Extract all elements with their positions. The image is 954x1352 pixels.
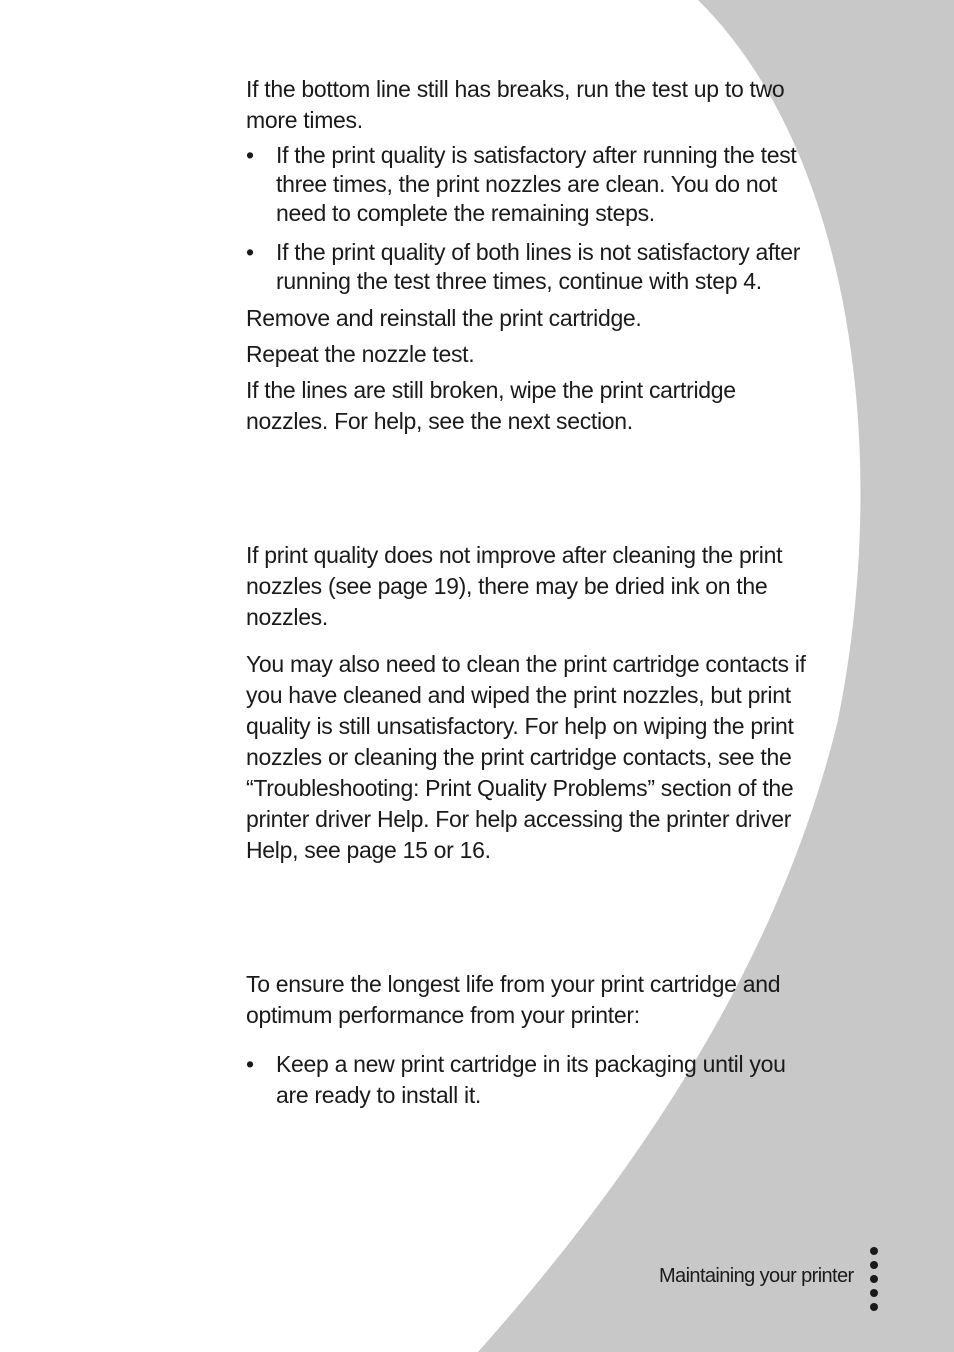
step-reinstall-cartridge: Remove and reinstall the print cartridge.: [246, 305, 642, 331]
bullet-dot: •: [246, 239, 254, 265]
footer-dots-icon: [868, 1247, 880, 1311]
bullet-dot: •: [246, 142, 254, 168]
bullet-item: [246, 1049, 821, 1111]
bullet-item: [246, 141, 821, 228]
clean-contacts-paragraph: You may also need to clean the print cartridge contacts if you have cleaned and wiped the print nozzles, but print quality is still unsatisfactory. For help on wiping the print nozzles or cleaning the print cartridge contacts, see the “Troubleshooting: Print Quality Problems” section of the printer driver Help. For help accessing the printer driver Help, see page 15 or 16.: [246, 651, 806, 863]
bullet-text: If the print quality of both lines is not satisfactory after running the test three times, continue with step 4.: [276, 239, 801, 294]
step-repeat-nozzle-test: Repeat the nozzle test.: [246, 341, 475, 367]
bullet-item: [246, 238, 821, 296]
bullet-text: If the print quality is satisfactory after running the test three times, the print nozzles are clean. You do not need to complete the remaining steps.: [276, 142, 797, 226]
preserving-cartridge-intro: To ensure the longest life from your print cartridge and optimum performance from your printer:: [246, 971, 781, 1028]
dried-ink-paragraph: If print quality does not improve after cleaning the print nozzles (see page 19), there may be dried ink on the nozzles.: [246, 542, 783, 630]
footer-section-title: Maintaining your printer: [659, 1265, 854, 1287]
step-wipe-nozzles: If the lines are still broken, wipe the print cartridge nozzles. For help, see the next section.: [246, 377, 736, 434]
bullet-text: Keep a new print cartridge in its packaging until you are ready to install it.: [276, 1051, 786, 1108]
bullet-dot: •: [246, 1051, 254, 1077]
retry-test-paragraph: If the bottom line still has breaks, run the test up to two more times.: [246, 76, 785, 133]
page-content: [246, 74, 821, 1111]
